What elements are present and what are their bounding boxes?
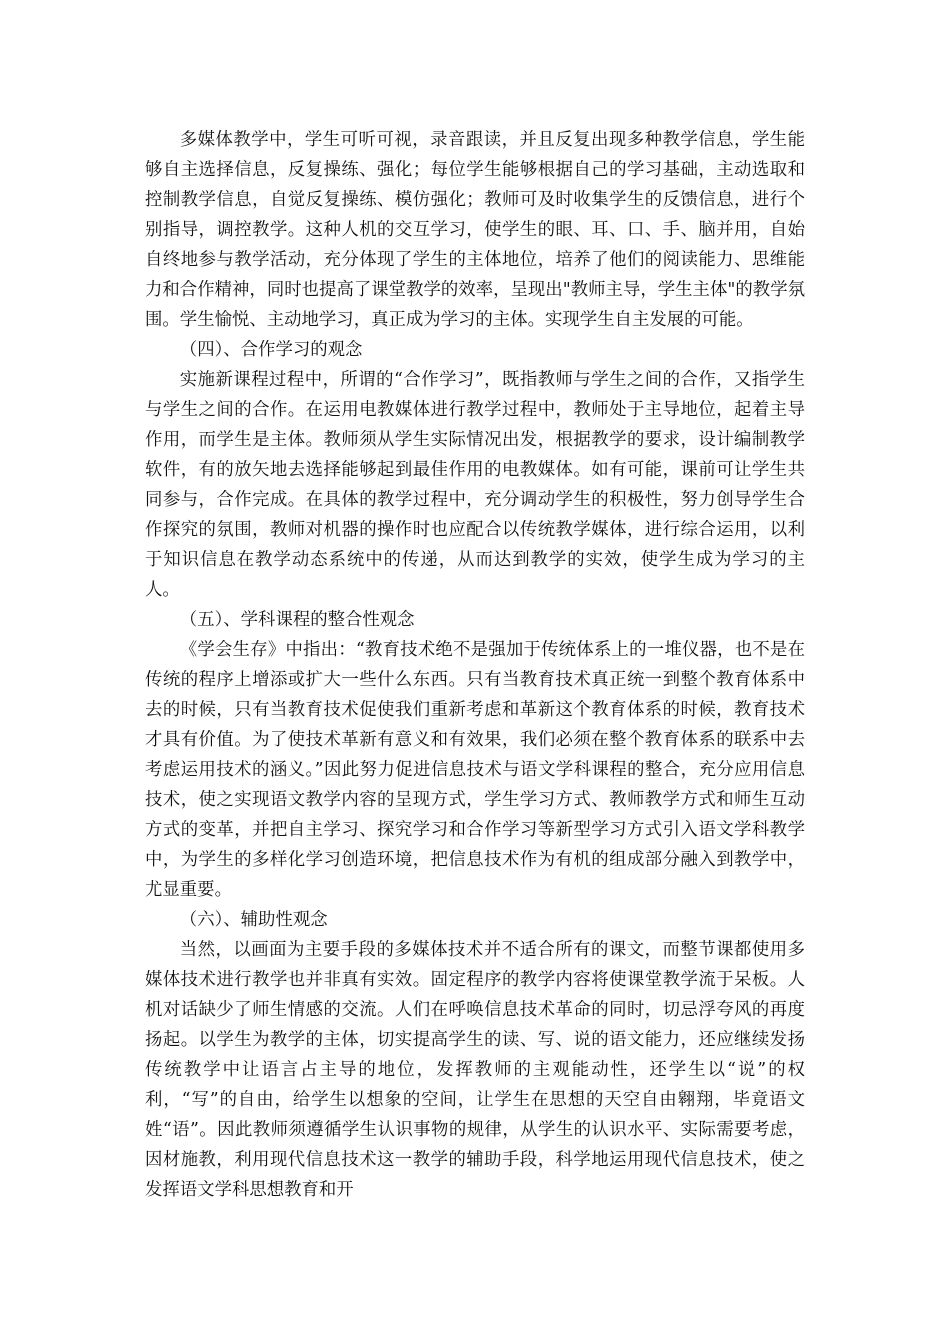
section-heading-6: （六）、辅助性观念: [179, 910, 328, 930]
paragraph-auxiliary-concept: 当然，以画面为主要手段的多媒体技术并不适合所有的课文，而整节课都使用多媒体技术进行教学也并非真有实效。固定程序的教学内容将使课堂教学流于呆板。人机对话缺少了师生情感的交流。人们在呼唤信息技术革命的同时，切忌浮夸风的再度扬起。以学生为教学的主体，切实提高学生的读、写、说的语文能力，还应继续发扬传统教学中让语言占主导的地位，发挥教师的主观能动性，还学生以“说”的权利，“写”的自由，给学生以想象的空间，让学生在思想的天空自由翱翔，毕竟语文姓“语”。因此教师须遵循学生认识事物的规律，从学生的认识水平、实际需要考虑，因材施教，利用现代信息技术这一教学的辅助手段，科学地运用现代信息技术，使之发挥语文学科思想教育和开: [145, 940, 805, 1200]
section-heading-5: （五）、学科课程的整合性观念: [179, 610, 415, 630]
paragraph-curriculum-integration: 《学会生存》中指出：“教育技术绝不是强加于传统体系上的一堆仪器，也不是在传统的程序上增添或扩大一些什么东西。只有当教育技术真正统一到整个教育体系中去的时候，只有当教育技术促使我们重新考虑和革新这个教育体系的时候，教育技术才具有价值。为了使技术革新有意义和有效果，我们必须在整个教育体系的联系中去考虑运用技术的涵义。”因此努力促进信息技术与语文学科课程的整合，充分应用信息技术，使之实现语文教学内容的呈现方式，学生学习方式、教师教学方式和师生互动方式的变革，并把自主学习、探究学习和合作学习等新型学习方式引入语文学科教学中，为学生的多样化学习创造环境，把信息技术作为有机的组成部分融入到教学中，尤显重要。: [145, 640, 805, 900]
document-page: [145, 125, 805, 1205]
paragraph-multimedia-teaching: 多媒体教学中，学生可听可视，录音跟读，并且反复出现多种教学信息，学生能够自主选择信息，反复操练、强化；每位学生能够根据自己的学习基础，主动选取和控制教学信息，自觉反复操练、模仿强化；教师可及时收集学生的反馈信息，进行个别指导，调控教学。这种人机的交互学习，使学生的眼、耳、口、手、脑并用，自始自终地参与教学活动，充分体现了学生的主体地位，培养了他们的阅读能力、思维能力和合作精神，同时也提高了课堂教学的效率，呈现出"教师主导，学生主体"的教学氛围。学生愉悦、主动地学习，真正成为学习的主体。实现学生自主发展的可能。: [145, 130, 805, 330]
paragraph-cooperative-learning: 实施新课程过程中，所谓的“合作学习”，既指教师与学生之间的合作，又指学生与学生之间的合作。在运用电教媒体进行教学过程中，教师处于主导地位，起着主导作用，而学生是主体。教师须从学生实际情况出发，根据教学的要求，设计编制教学软件，有的放矢地去选择能够起到最佳作用的电教媒体。如有可能，课前可让学生共同参与，合作完成。在具体的教学过程中，充分调动学生的积极性，努力创导学生合作探究的氛围，教师对机器的操作时也应配合以传统教学媒体，进行综合运用，以利于知识信息在教学动态系统中的传递，从而达到教学的实效，使学生成为学习的主人。: [145, 370, 805, 600]
section-heading-4: （四）、合作学习的观念: [179, 340, 363, 360]
